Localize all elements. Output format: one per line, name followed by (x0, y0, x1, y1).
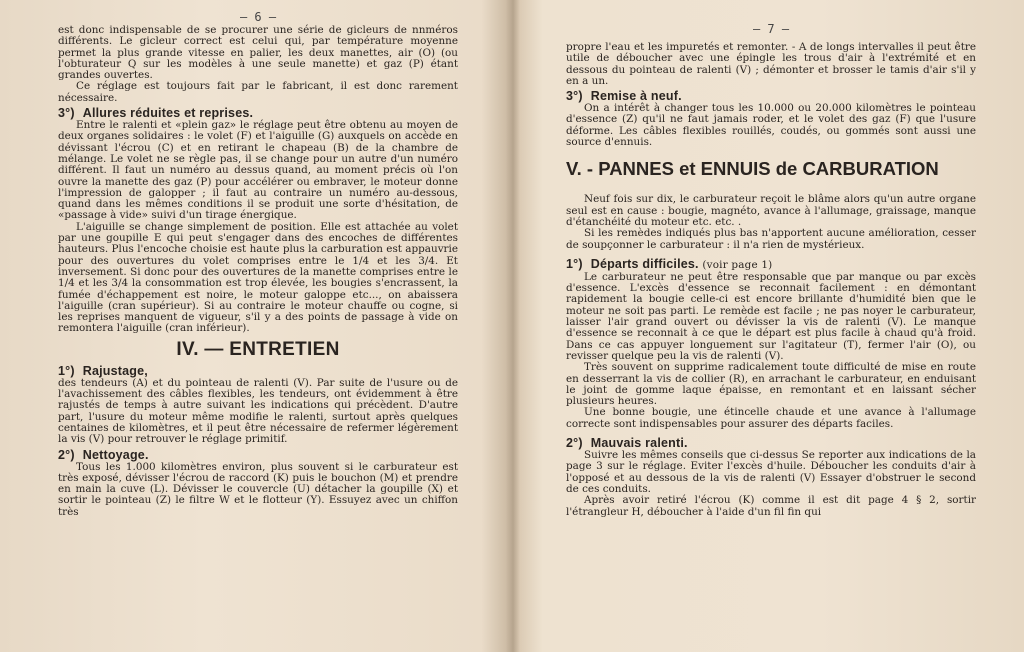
section-heading: 3°) Remise à neuf. (566, 89, 682, 104)
right-page-text (566, 42, 976, 518)
left-page-text (58, 25, 458, 518)
section-heading: 1°) Rajustage, (58, 363, 148, 378)
paragraph: Le carburateur ne peut être responsable que par manque ou par excès d'essence. L'excès d'essence se reconnait facilement : en démontant rapidement la bougie celle-ci est encore brillante d'humidité bien que le moteur ne soit pas parti. Le remède est facile ; ne pas noyer le carburateur, laisser l'air grand ouvert ou dévisser la vis de ralenti (V). Le manque d'essence se reconnait à ce que le départ est plus facile à chaud qu'à froid. Dans ce cas appuyer longuement sur l'agitateur (T), fermer l'air (O), ou revisser quelque peu la vis de ralenti (V). (566, 270, 976, 362)
section-heading: 1°) Départs difficiles. (voir page 1) (566, 256, 773, 271)
left-page (58, 0, 458, 652)
paragraph: Entre le ralenti et «plein gaz» le réglage peut être obtenu au moyen de deux organes solidaires : le volet (F) et l'aiguille (G) auxquels on accède en dévissant l'écrou (C) et en retirant le chapeau (B) de la chambre de mélange. Le volet ne se règle pas, il se change pour un autre d'un numéro différent. Il faut un numéro au dessus quand, au moment précis où l'on ouvre la manette des gaz (P) pour accélérer ou embraver, le moteur donne l'impression de galopper ; il faut au contraire un numéro au-dessous, quand dans les mêmes conditions il se produit une sorte d'hésitation, de «passage à vide» suivi d'un tirage énergique. (58, 119, 458, 222)
paragraph: Neuf fois sur dix, le carburateur reçoit le blâme alors qu'un autre organe seul est en cause : bougie, magnéto, avance à l'allumage, graissage, manque d'étanchéité du moteur etc. etc. . (566, 193, 976, 228)
section-heading: 2°) Nettoyage. (58, 447, 149, 462)
section-heading: 2°) Mauvais ralenti. (566, 436, 688, 451)
paragraph: des tendeurs (A) et du pointeau de ralenti (V). Par suite de l'usure ou de l'avachissement des câbles flexibles, les tendeurs, ont évidemment à être rajustés de temps à autre suivant les indications qui précèdent. D'autre part, l'usure du moteur même modifie le ralenti, surtout après quelques centaines de kilomètres, et il peut être nécessaire de refermer légèrement la vis (V) pour retrouver le réglage primitif. (58, 376, 458, 446)
paragraph: Si les remèdes indiqués plus bas n'apportent aucune amélioration, cesser de soupçonner le carburateur : il n'a rien de mystérieux. (566, 227, 976, 251)
section-heading: 3°) Allures réduites et reprises. (58, 106, 254, 121)
paragraph: Ce réglage est toujours fait par le fabricant, il est donc rarement nécessaire. (58, 80, 458, 104)
page-number: — 6 — (239, 10, 277, 24)
paragraph: Après avoir retiré l'écrou (K) comme il est dit page 4 § 2, sortir l'étrangleur H, déboucher à l'aide d'un fil fin qui (566, 494, 976, 518)
paragraph: Très souvent on supprime radicalement toute difficulté de mise en route en desserrant la vis de collier (R), en arrachant le carburateur, en enduisant le joint de gomme laque épaisse, en remontant et en laissant sécher plusieurs heures. (566, 361, 976, 408)
paragraph: L'aiguille se change simplement de position. Elle est attachée au volet par une goupille E qui peut s'engager dans des encoches de différentes hauteurs. Plus l'encoche choisie est haute plus la carburation est appauvrie pour des ouvertures du volet comprises entre le 1/4 et les 3/4. Et inversement. Si donc pour des ouvertures de la manette comprises entre le 1/4 et les 3/4 la consommation est trop élevée, les bougies s'encrassent, la fumée d'échappement est noire, le moteur galoppe etc..., on abaissera l'aiguille (cran supérieur). Si au contraire le moteur chauffe ou cogne, si les reprises manquent de vigueur, s'il y a des points de passage à vide on remontera l'aiguille (cran inférieur). (58, 220, 458, 335)
paragraph: Une bonne bougie, une étincelle chaude et une avance à l'allumage correcte sont indispensables pour assurer des départs faciles. (566, 406, 976, 430)
chapter-title: IV. — ENTRETIEN (176, 338, 340, 360)
paragraph: On a intérêt à changer tous les 10.000 ou 20.000 kilomètres le pointeau d'essence (Z) qu'il ne faut jamais roder, et le volet des gaz (F) que l'usure déforme. Les câbles flexibles rouillés, coudés, ou gommés sont aussi une source d'ennuis. (566, 102, 976, 149)
paragraph: propre l'eau et les impuretés et remonter. - A de longs intervalles il peut être utile de déboucher avec une épingle les trous d'air à l'extrémité et en dessous du pointeau de ralenti (V) ; démonter et brosser le tamis d'air s'il y en a un. (566, 41, 976, 87)
paragraph: est donc indispensable de se procurer une série de gicleurs de nnméros différents. Le gicleur correct est celui qui, par température moyenne permet la plus grande vitesse en palier, les deux manettes, air (O) (ou l'obturateur Q sur les modèles à une seule manette) et gaz (P) étant grandes ouvertes. (58, 24, 458, 82)
page-gutter (506, 0, 520, 652)
page-number: — 7 — (752, 22, 790, 36)
paragraph: Tous les 1.000 kilomètres environ, plus souvent si le carburateur est très exposé, dévisser l'écrou de raccord (K) puis le bouchon (M) et prendre en main la cuve (L). Dévisser le couvercle (U) détacher la goupille (X) et sortir le pointeau (Z) le filtre W et le flotteur (Y). Essuyez avec un chiffon très (58, 460, 458, 518)
chapter-title: V. - PANNES et ENNUIS de CARBURATION (566, 158, 939, 180)
right-page (566, 0, 976, 652)
paragraph: Suivre les mêmes conseils que ci-dessus Se reporter aux indications de la page 3 sur le réglage. Eviter l'excès d'huile. Déboucher les conduits d'air à l'opposé et au dessous de la vis de ralenti (V) Essayer d'obstruer le second de ces conduits. (566, 449, 976, 495)
